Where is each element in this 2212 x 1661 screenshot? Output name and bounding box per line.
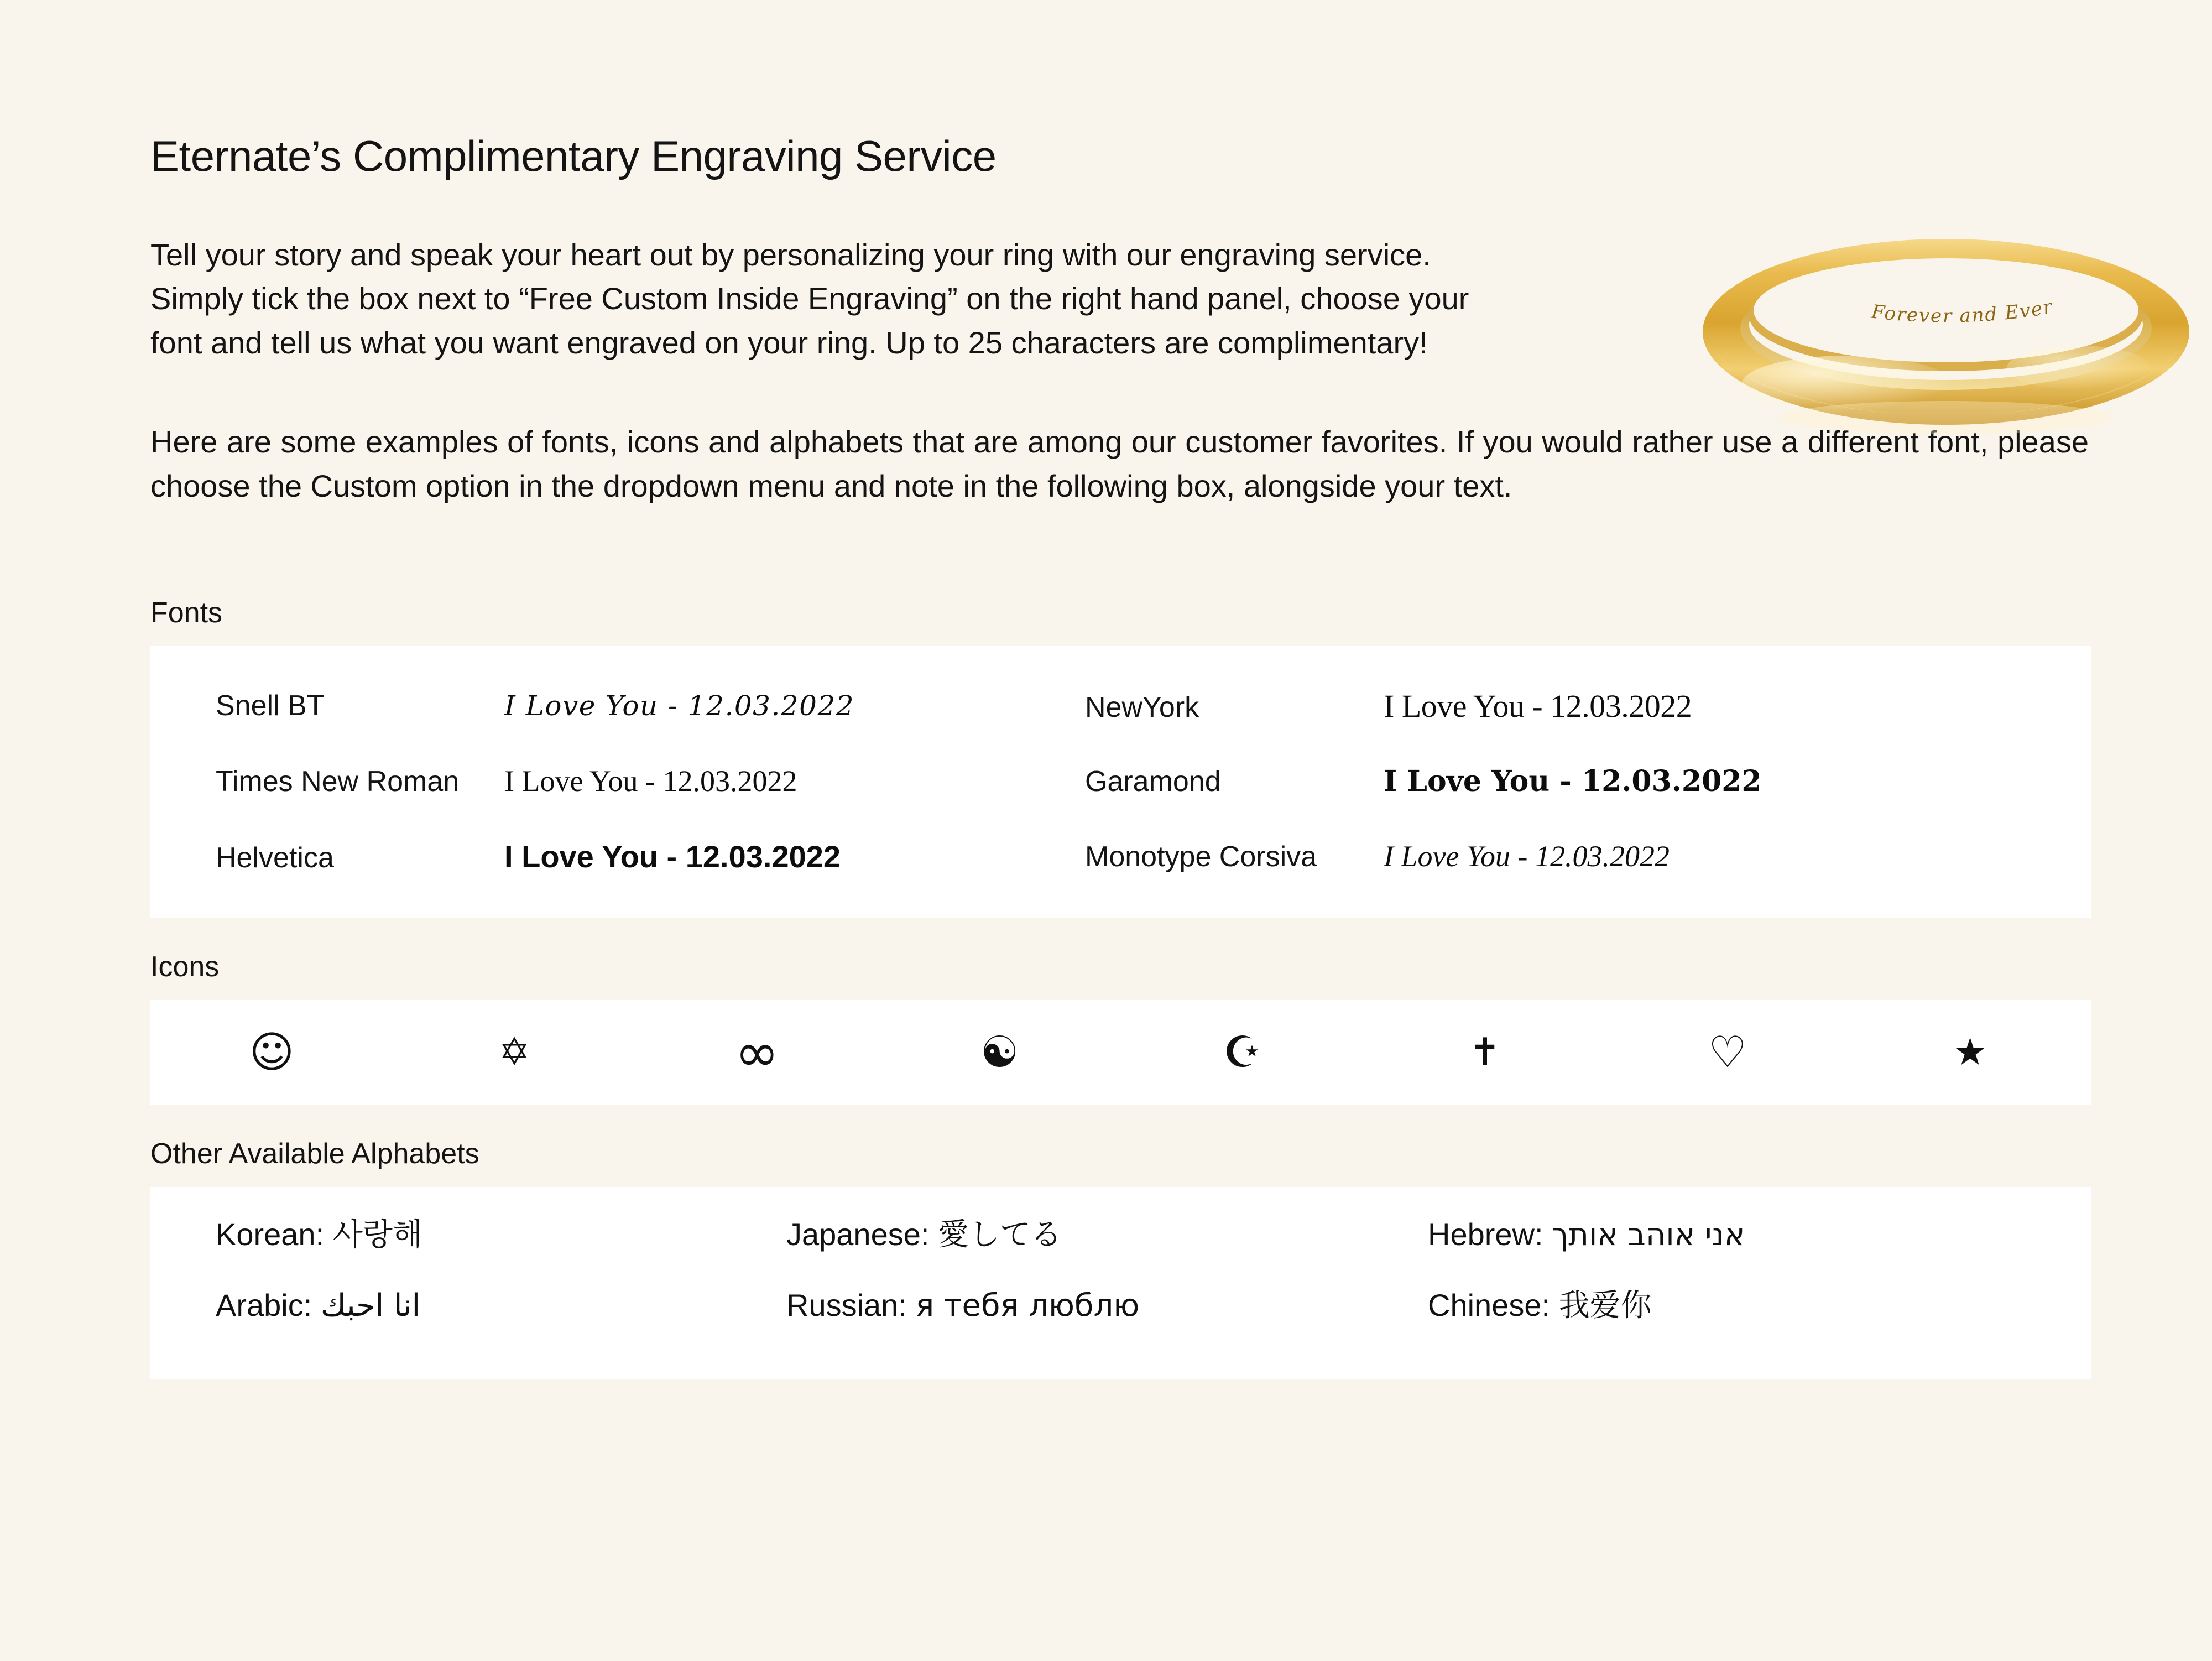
font-sample: I Love You - 12.03.2022 xyxy=(504,839,841,874)
font-sample: I Love You - 12.03.2022 xyxy=(1384,840,1670,873)
alphabet-entry-arabic xyxy=(150,1287,786,1324)
star-filled-icon: ★ xyxy=(1953,1030,1987,1075)
font-sample: I Love You - 12.03.2022 xyxy=(504,690,855,722)
alphabet-language: Chinese: xyxy=(1428,1288,1551,1323)
alphabet-entry-russian xyxy=(786,1287,1428,1324)
infinity-icon: ∞ xyxy=(734,1022,779,1084)
star-of-david-icon: ✡ xyxy=(498,1030,530,1075)
icons-section-label: Icons xyxy=(150,951,220,983)
fonts-section-label: Fonts xyxy=(150,597,223,629)
alphabet-text: 我爱你 xyxy=(1558,1288,1652,1324)
font-entry xyxy=(150,764,1085,798)
alphabet-language: Arabic: xyxy=(216,1288,312,1323)
font-entry xyxy=(150,689,1085,722)
font-entry xyxy=(1085,688,1692,725)
font-row xyxy=(150,819,2091,894)
heart-outline-icon: ♡ xyxy=(1708,1028,1747,1078)
intro-text: Tell your story and speak your heart out by personalizing your ring with our engraving service. Simply tick the box next to “Free Custom Inside Engraving” on the right hand panel, choose your font and tell us what you want engraved on your ring. Up to 25 characters are complimentary! xyxy=(150,237,1469,360)
alphabet-text: я тебя люблю xyxy=(915,1288,1140,1324)
alphabet-language: Japanese: xyxy=(786,1217,930,1252)
font-name: Helvetica xyxy=(216,841,334,874)
alphabets-section-label: Other Available Alphabets xyxy=(150,1138,479,1170)
alphabet-text: 사랑해 xyxy=(332,1217,422,1253)
font-name: Snell BT xyxy=(216,690,325,722)
font-row xyxy=(150,743,2091,819)
font-name: NewYork xyxy=(1085,691,1199,723)
cross-icon: ✝ xyxy=(1469,1030,1501,1075)
engraved-ring-image xyxy=(1681,202,2211,462)
alphabet-entry-hebrew xyxy=(1428,1216,1981,1253)
star-and-crescent-icon: ☪ xyxy=(1223,1028,1262,1078)
smiley-face-icon: ☺ xyxy=(249,1028,295,1078)
page-title: Eternate’s Complimentary Engraving Service xyxy=(150,132,997,180)
font-name: Garamond xyxy=(1085,765,1221,798)
font-entry xyxy=(150,839,1085,874)
alphabet-language: Korean: xyxy=(216,1217,325,1252)
font-row xyxy=(150,668,2091,743)
icons-panel xyxy=(150,1000,2091,1105)
alphabet-text: انا احبك xyxy=(320,1288,421,1324)
font-name: Times New Roman xyxy=(216,766,460,798)
font-name: Monotype Corsiva xyxy=(1085,841,1317,873)
alphabet-row xyxy=(150,1210,2091,1281)
intro-paragraph xyxy=(150,233,1489,365)
font-sample: I Love You - 12.03.2022 xyxy=(1384,688,1692,724)
alphabet-language: Hebrew: xyxy=(1428,1217,1543,1252)
alphabet-language: Russian: xyxy=(786,1288,907,1323)
yin-yang-icon: ☯ xyxy=(980,1028,1019,1078)
alphabet-row xyxy=(150,1281,2091,1352)
secondary-text: Here are some examples of fonts, icons and alphabets that are among our customer favorites. If you would rather use a different font, please choose the Custom option in the dropdown menu and note in the following box, alongside your text. xyxy=(150,424,2089,503)
ring-engraved-text: Forever and Ever xyxy=(1870,295,2055,327)
fonts-panel xyxy=(150,646,2091,918)
alphabet-text: 愛してる xyxy=(938,1217,1062,1253)
font-entry xyxy=(1085,839,1670,873)
alphabet-entry-chinese xyxy=(1428,1281,1981,1325)
alphabet-entry-japanese xyxy=(786,1210,1428,1254)
ring-illustration xyxy=(1681,202,2211,462)
alphabet-entry-korean xyxy=(150,1210,786,1254)
font-entry xyxy=(1085,764,1762,798)
alphabet-text: אני אוהב אותך xyxy=(1552,1217,1745,1253)
font-sample: I Love You - 12.03.2022 xyxy=(504,764,797,798)
alphabets-panel xyxy=(150,1187,2091,1379)
font-sample: I Love You - 12.03.2022 xyxy=(1384,764,1762,798)
